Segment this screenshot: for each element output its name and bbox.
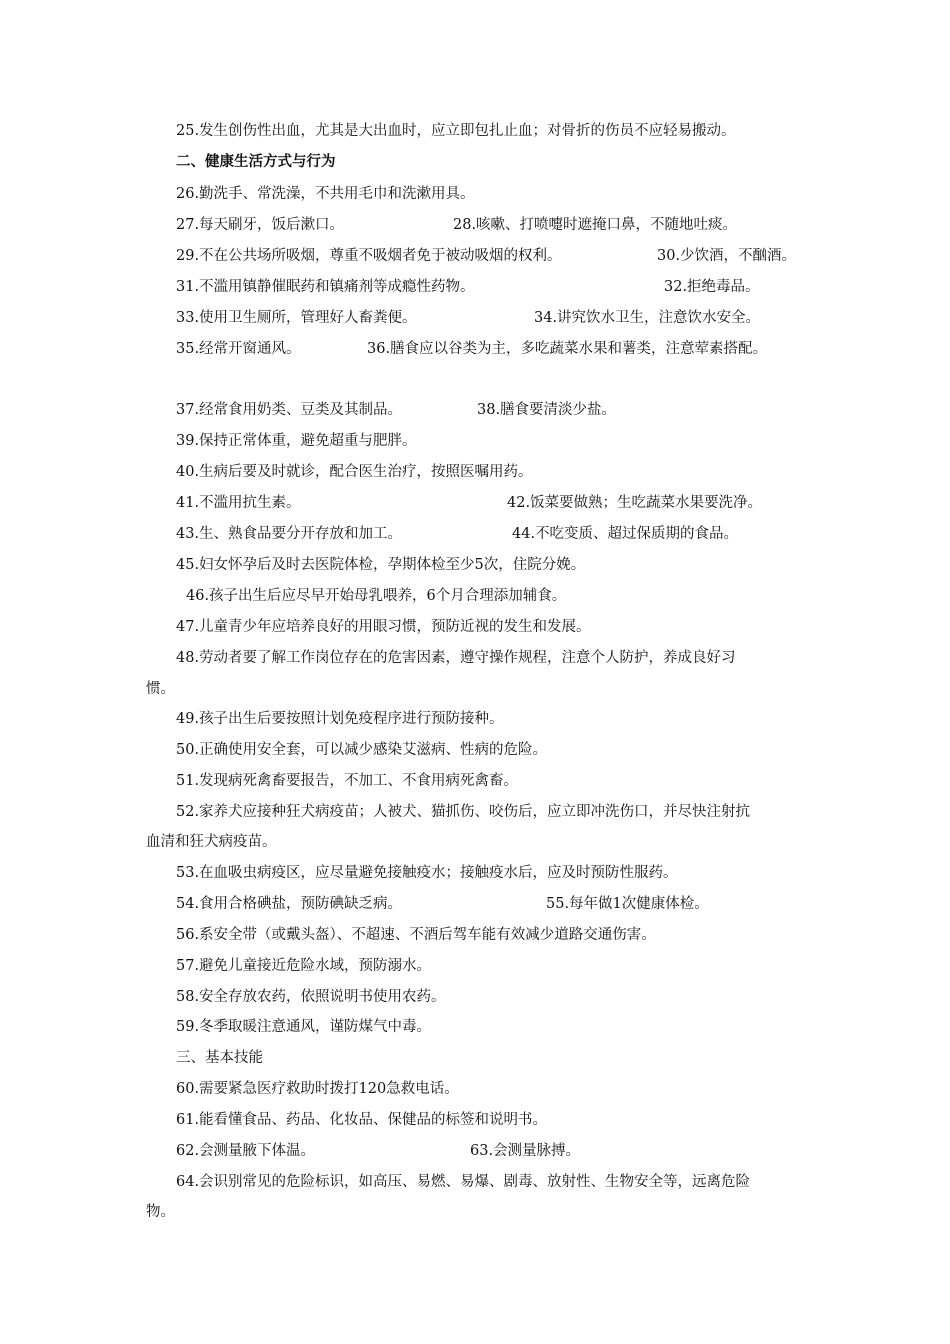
item-44: 44.不吃变质、超过保质期的食品。 xyxy=(512,526,739,542)
item-35: 35.经常开窗通风。 xyxy=(176,341,301,357)
item-28: 28.咳嗽、打喷嚏时遮掩口鼻，不随地吐痰。 xyxy=(453,217,738,233)
item-30: 30.少饮酒，不酗酒。 xyxy=(657,248,797,264)
item-48-line-2: 惯。 xyxy=(146,681,175,697)
item-60: 60.需要紧急医疗救助时拨打120急救电话。 xyxy=(176,1081,459,1097)
item-62: 62.会测量腋下体温。 xyxy=(176,1143,316,1159)
item-47: 47.儿童青少年应培养良好的用眼习惯，预防近视的发生和发展。 xyxy=(176,619,591,635)
item-64-line-2: 物。 xyxy=(146,1204,175,1220)
item-54: 54.食用合格碘盐，预防碘缺乏病。 xyxy=(176,896,403,912)
item-46: 46.孩子出生后应尽早开始母乳喂养，6个月合理添加辅食。 xyxy=(186,588,567,604)
item-26: 26.勤洗手、常洗澡，不共用毛巾和洗漱用具。 xyxy=(176,186,475,202)
item-36: 36.膳食应以谷类为主，多吃蔬菜水果和薯类，注意荤素搭配。 xyxy=(367,341,768,357)
item-45: 45.妇女怀孕后及时去医院体检，孕期体检至少5次，住院分娩。 xyxy=(176,557,586,573)
item-53: 53.在血吸虫病疫区，应尽量避免接触疫水；接触疫水后，应及时预防性服药。 xyxy=(176,865,678,881)
item-29: 29.不在公共场所吸烟，尊重不吸烟者免于被动吸烟的权利。 xyxy=(176,248,562,264)
item-32: 32.拒绝毒品。 xyxy=(664,279,760,295)
item-56: 56.系安全带（或戴头盔）、不超速、不酒后驾车能有效减少道路交通伤害。 xyxy=(176,927,656,943)
item-57: 57.避免儿童接近危险水域，预防溺水。 xyxy=(176,958,432,974)
item-64-line-1: 64.会识别常见的危险标识，如高压、易燃、易爆、剧毒、放射性、生物安全等，远离危险 xyxy=(176,1174,751,1190)
item-55: 55.每年做1次健康体检。 xyxy=(546,896,709,912)
item-25: 25.发生创伤性出血，尤其是大出血时，应立即包扎止血；对骨折的伤员不应轻易搬动。 xyxy=(176,123,736,139)
section-heading-3: 三、基本技能 xyxy=(176,1050,263,1066)
item-27: 27.每天刷牙，饭后漱口。 xyxy=(176,217,345,233)
item-33: 33.使用卫生厕所，管理好人畜粪便。 xyxy=(176,310,417,326)
item-58: 58.安全存放农药，依照说明书使用农药。 xyxy=(176,989,446,1005)
item-61: 61.能看懂食品、药品、化妆品、保健品的标签和说明书。 xyxy=(176,1112,548,1128)
item-52-line-1: 52.家养犬应接种狂犬病疫苗；人被犬、猫抓伤、咬伤后，应立即冲洗伤口，并尽快注射抗 xyxy=(176,804,751,820)
item-31: 31.不滥用镇静催眠药和镇痛剂等成瘾性药物。 xyxy=(176,279,475,295)
item-63: 63.会测量脉搏。 xyxy=(470,1143,581,1159)
item-48-line-1: 48.劳动者要了解工作岗位存在的危害因素，遵守操作规程，注意个人防护，养成良好习 xyxy=(176,650,736,666)
item-52-line-2: 血清和狂犬病疫苗。 xyxy=(146,834,277,850)
item-51: 51.发现病死禽畜要报告，不加工、不食用病死禽畜。 xyxy=(176,773,519,789)
item-50: 50.正确使用安全套，可以减少感染艾滋病、性病的危险。 xyxy=(176,742,548,758)
item-42: 42.饭菜要做熟；生吃蔬菜水果要洗净。 xyxy=(507,495,763,511)
item-41: 41.不滥用抗生素。 xyxy=(176,495,301,511)
item-38: 38.膳食要清淡少盐。 xyxy=(477,402,617,418)
item-49: 49.孩子出生后要按照计划免疫程序进行预防接种。 xyxy=(176,711,504,727)
section-heading-2: 二、健康生活方式与行为 xyxy=(176,153,336,170)
item-37: 37.经常食用奶类、豆类及其制品。 xyxy=(176,402,403,418)
item-39: 39.保持正常体重，避免超重与肥胖。 xyxy=(176,433,417,449)
item-40: 40.生病后要及时就诊，配合医生治疗，按照医嘱用药。 xyxy=(176,464,533,480)
item-59: 59.冬季取暖注意通风，谨防煤气中毒。 xyxy=(176,1019,432,1035)
item-43: 43.生、熟食品要分开存放和加工。 xyxy=(176,526,403,542)
item-34: 34.讲究饮水卫生，注意饮水安全。 xyxy=(534,310,761,326)
